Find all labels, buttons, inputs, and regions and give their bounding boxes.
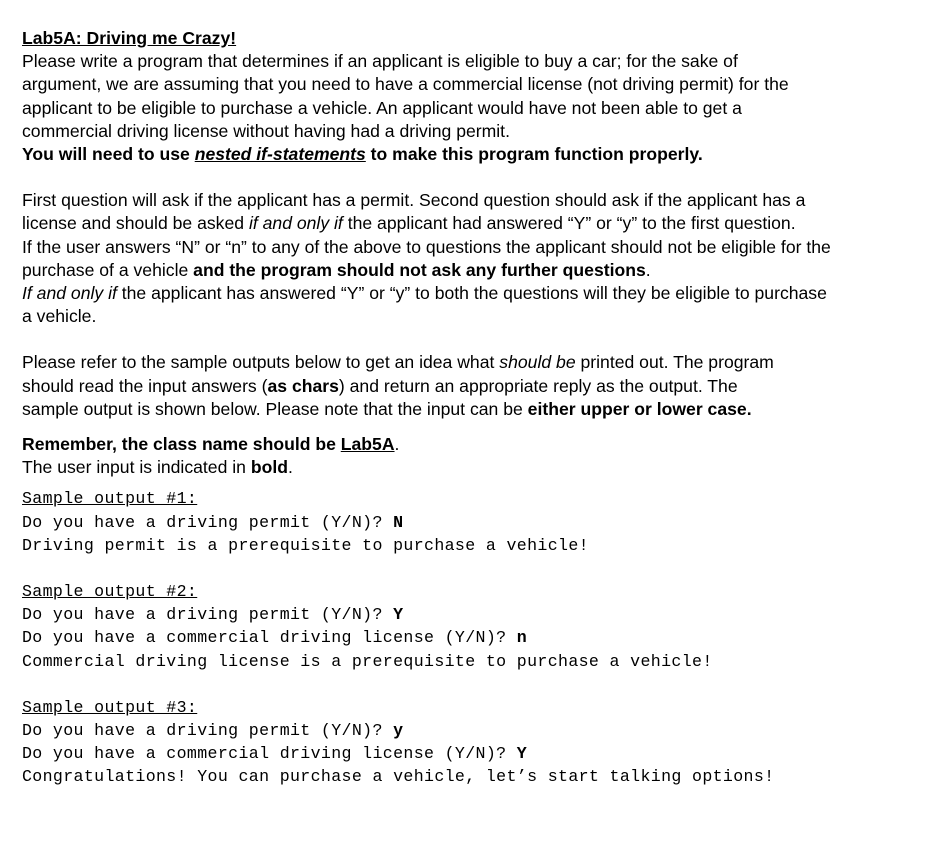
user-input: Y xyxy=(393,605,404,625)
sample-result-line: Driving permit is a prerequisite to purchase a vehicle! xyxy=(22,535,589,555)
sample-output-1 xyxy=(22,487,922,557)
intro-line-1: Please write a program that determines if an applicant is eligible to buy a car; for the sake of xyxy=(22,51,738,72)
refer-line-3-emphasis: either upper or lower case. xyxy=(527,398,752,419)
refer-line-3 xyxy=(22,398,922,421)
rules-line-5-b: the applicant has answered “Y” or “y” to both the questions will they be eligible to purchase xyxy=(116,283,827,304)
prompt-license: Do you have a commercial driving license (Y/N)? xyxy=(22,744,517,764)
sample-output-2 xyxy=(22,580,922,673)
refer-line-2-emphasis: as chars xyxy=(267,375,339,396)
rules-line-5 xyxy=(22,282,922,305)
input-note-period: . xyxy=(288,457,293,478)
input-note-bold: bold xyxy=(250,457,288,478)
user-input: y xyxy=(393,721,404,741)
refer-line-3-a: sample output is shown below. Please note that the input can be xyxy=(22,398,528,419)
user-input: Y xyxy=(516,744,528,764)
sample-heading: Sample output #1: xyxy=(22,489,198,509)
intro-line-2: argument, we are assuming that you need to have a commercial license (not driving permit) for the xyxy=(22,74,789,95)
requirement-text-c: to make this program function properly. xyxy=(365,144,703,165)
sample-prompt-line xyxy=(22,626,922,649)
sample-heading: Sample output #2: xyxy=(22,582,198,602)
refer-line-1 xyxy=(22,351,922,374)
refer-line-1-a: Please refer to the sample outputs below to get an idea what xyxy=(22,352,500,373)
rules-line-4-c: . xyxy=(645,259,651,280)
refer-line-1-emphasis: should be xyxy=(499,352,576,373)
sample-prompt-line xyxy=(22,742,922,765)
sample-prompt-line xyxy=(22,719,922,742)
sample-result-line: Commercial driving license is a prerequisite to purchase a vehicle! xyxy=(22,651,713,671)
remember-text: Remember, the class name should be xyxy=(22,434,341,455)
requirement-line xyxy=(22,143,922,166)
sample-prompt-line xyxy=(22,511,922,534)
user-input: n xyxy=(516,628,528,648)
requirement-emphasis: nested if-statements xyxy=(194,144,366,165)
rules-line-2-emphasis: if and only if xyxy=(248,213,343,234)
refer-line-2 xyxy=(22,375,922,398)
prompt-permit: Do you have a driving permit (Y/N)? xyxy=(22,512,394,532)
assignment-document xyxy=(22,27,922,789)
refer-line-2-c: ) and return an appropriate reply as the output. The xyxy=(338,375,738,396)
user-input: N xyxy=(393,512,404,532)
sample-output-3 xyxy=(22,696,922,789)
rules-line-4-a: purchase of a vehicle xyxy=(22,259,194,280)
rules-line-2-c: the applicant had answered “Y” or “y” to the first question. xyxy=(342,213,796,234)
refer-line-2-a: should read the input answers ( xyxy=(22,375,268,396)
rules-line-2 xyxy=(22,212,922,235)
remember-line xyxy=(22,433,922,456)
requirement-text-a: You will need to use xyxy=(22,144,195,165)
intro-line-4: commercial driving license without having had a driving permit. xyxy=(22,120,510,141)
rules-line-4 xyxy=(22,259,922,282)
rules-line-6: a vehicle. xyxy=(22,306,97,327)
refer-line-1-c: printed out. The program xyxy=(575,352,774,373)
sample-heading: Sample output #3: xyxy=(22,697,198,717)
prompt-permit: Do you have a driving permit (Y/N)? xyxy=(22,605,394,625)
prompt-permit: Do you have a driving permit (Y/N)? xyxy=(22,721,394,741)
sample-prompt-line xyxy=(22,603,922,626)
rules-line-4-emphasis: and the program should not ask any further questions xyxy=(193,259,646,280)
rules-line-3: If the user answers “N” or “n” to any of the above to questions the applicant should not be eligible for the xyxy=(22,236,831,257)
class-name: Lab5A xyxy=(340,434,395,455)
input-note-text: The user input is indicated in xyxy=(22,457,251,478)
input-note-line xyxy=(22,456,922,479)
sample-result-line: Congratulations! You can purchase a vehicle, let’s start talking options! xyxy=(22,767,775,787)
rules-line-2-a: license and should be asked xyxy=(22,213,249,234)
rules-line-1: First question will ask if the applicant has a permit. Second question should ask if the applicant has a xyxy=(22,190,806,211)
prompt-license: Do you have a commercial driving license (Y/N)? xyxy=(22,628,517,648)
lab-title: Lab5A: Driving me Crazy! xyxy=(22,28,237,48)
remember-period: . xyxy=(394,434,400,455)
rules-line-5-emphasis: If and only if xyxy=(22,283,117,304)
intro-line-3: applicant to be eligible to purchase a vehicle. An applicant would have not been able to get a xyxy=(22,97,742,118)
